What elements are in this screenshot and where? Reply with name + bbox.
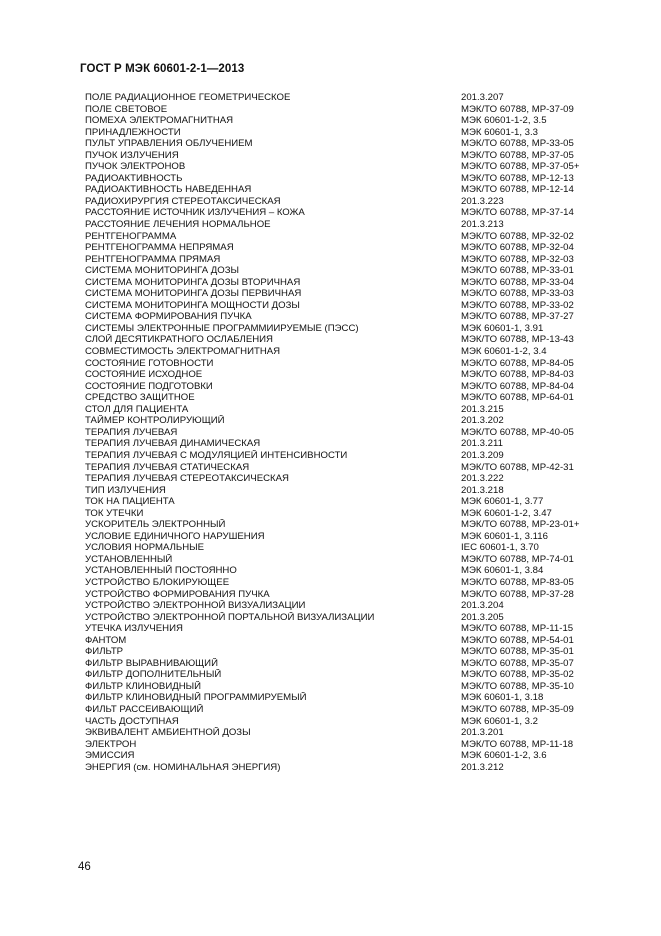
- entry-term: ПОЛЕ РАДИАЦИОННОЕ ГЕОМЕТРИЧЕСКОЕ: [85, 92, 291, 103]
- entry-term: СОСТОЯНИЕ ПОДГОТОВКИ: [85, 380, 213, 392]
- entry-reference: 201.3.207: [461, 92, 504, 103]
- entry-reference: МЭК/ТО 60788, МР-42-31: [461, 461, 574, 473]
- index-entry: [85, 127, 605, 139]
- index-entry: [85, 750, 605, 762]
- document-title: ГОСТ Р МЭК 60601-2-1—2013: [80, 63, 245, 75]
- entry-reference: МЭК/ТО 60788, МР-32-03: [461, 253, 574, 265]
- index-entry: [85, 462, 605, 474]
- entry-reference: МЭК/ТО 60788, МР-37-05+: [461, 161, 580, 173]
- entry-reference: МЭК/ТО 60788, МР-37-05: [461, 149, 574, 161]
- index-entry: [85, 173, 605, 185]
- entry-term: СРЕДСТВО ЗАЩИТНОЕ: [85, 392, 195, 404]
- entry-reference: МЭК/ТО 60788, МР-35-07: [461, 657, 574, 669]
- entry-term: УСТРОЙСТВО ЭЛЕКТРОННОЙ ВИЗУАЛИЗАЦИИ: [85, 600, 306, 612]
- entry-reference: МЭК 60601-1, 3.2: [461, 715, 539, 727]
- entry-reference: 201.3.205: [461, 611, 504, 623]
- index-entry: [85, 658, 605, 670]
- index-entry: [85, 323, 605, 335]
- index-entry: [85, 577, 605, 589]
- entry-term: ТОК УТЕЧКИ: [85, 507, 144, 519]
- index-entry: [85, 496, 605, 508]
- index-entry: [85, 623, 605, 635]
- entry-term: ФИЛЬТР КЛИНОВИДНЫЙ: [85, 680, 202, 692]
- entry-term: ЭЛЕКТРОН: [85, 738, 137, 750]
- index-entry: [85, 311, 605, 323]
- entry-term: РЕНТГЕНОГРАММА НЕПРЯМАЯ: [85, 242, 234, 254]
- entry-term: УСТРОЙСТВО ЭЛЕКТРОННОЙ ПОРТАЛЬНОЙ ВИЗУАЛИЗАЦИИ: [85, 611, 375, 623]
- index-entry: [85, 646, 605, 658]
- index-entry: [85, 519, 605, 531]
- index-entry: [85, 415, 605, 427]
- entry-term: ЭКВИВАЛЕНТ АМБИЕНТНОЙ ДОЗЫ: [85, 727, 251, 739]
- entry-term: СОСТОЯНИЕ ГОТОВНОСТИ: [85, 357, 214, 369]
- index-entry: [85, 161, 605, 173]
- index-entry: [85, 104, 605, 116]
- index-entry: [85, 254, 605, 266]
- entry-term: ПОМЕХА ЭЛЕКТРОМАГНИТНАЯ: [85, 115, 234, 127]
- entry-reference: МЭК/ТО 60788, МР-35-10: [461, 680, 574, 692]
- entry-term: РАССТОЯНИЕ ЛЕЧЕНИЯ НОРМАЛЬНОЕ: [85, 219, 271, 231]
- entry-term: ПОЛЕ СВЕТОВОЕ: [85, 103, 168, 115]
- entry-reference: 201.3.211: [461, 438, 503, 450]
- entry-reference: МЭК/ТО 60788, МР-35-09: [461, 703, 574, 715]
- entry-reference: МЭК/ТО 60788, МР-23-01+: [461, 519, 580, 531]
- entry-reference: МЭК/ТО 60788, МР-32-04: [461, 242, 574, 254]
- index-entry: [85, 600, 605, 612]
- entry-term: СОСТОЯНИЕ ИСХОДНОЕ: [85, 369, 203, 381]
- index-entry: [85, 727, 605, 739]
- entry-reference: IEC 60601-1, 3.70: [461, 542, 539, 554]
- entry-term: ЧАСТЬ ДОСТУПНАЯ: [85, 715, 179, 727]
- entry-term: УСЛОВИЯ НОРМАЛЬНЫЕ: [85, 542, 205, 554]
- index-entry: [85, 669, 605, 681]
- index-entry: [85, 288, 605, 300]
- entry-reference: МЭК 60601-1, 3.18: [461, 692, 544, 704]
- entry-reference: МЭК/ТО 60788, МР-84-03: [461, 369, 574, 381]
- entry-reference: МЭК/ТО 60788, МР-13-43: [461, 334, 574, 346]
- entry-term: РЕНТГЕНОГРАММА ПРЯМАЯ: [85, 253, 221, 265]
- index-entry: [85, 635, 605, 647]
- index-entry: [85, 184, 605, 196]
- entry-term: ПРИНАДЛЕЖНОСТИ: [85, 126, 181, 138]
- entry-term: УСТРОЙСТВО БЛОКИРУЮЩЕЕ: [85, 576, 230, 588]
- index-entry: [85, 231, 605, 243]
- entry-term: РАДИОХИРУРГИЯ СТЕРЕОТАКСИЧЕСКАЯ: [85, 195, 281, 207]
- entry-reference: МЭК/ТО 60788, МР-35-02: [461, 669, 574, 681]
- entry-reference: МЭК/ТО 60788, МР-12-13: [461, 172, 574, 184]
- index-entry: [85, 681, 605, 693]
- index-entry: [85, 300, 605, 312]
- index-entry: [85, 473, 605, 485]
- index-entry: [85, 450, 605, 462]
- entry-term: СИСТЕМА МОНИТОРИНГА ДОЗЫ ВТОРИЧНАЯ: [85, 276, 301, 288]
- index-entry: [85, 242, 605, 254]
- entry-term: ТАЙМЕР КОНТРОЛИРУЮЩИЙ: [85, 415, 225, 427]
- index-entry: [85, 589, 605, 601]
- index-entry: [85, 219, 605, 231]
- index-entry: [85, 115, 605, 127]
- entry-term: УТЕЧКА ИЗЛУЧЕНИЯ: [85, 623, 183, 635]
- entry-reference: 201.3.202: [461, 415, 504, 427]
- index-entry: [85, 427, 605, 439]
- entry-reference: МЭК 60601-1-2, 3.5: [461, 115, 547, 127]
- entry-reference: МЭК/ТО 60788, МР-32-02: [461, 230, 574, 242]
- entry-term: ТЕРАПИЯ ЛУЧЕВАЯ: [85, 426, 178, 438]
- index-entry: [85, 358, 605, 370]
- index-entry: [85, 612, 605, 624]
- entry-term: РАДИОАКТИВНОСТЬ НАВЕДЕННАЯ: [85, 184, 252, 196]
- index-entry: [85, 381, 605, 393]
- entry-reference: МЭК/ТО 60788, МР-33-04: [461, 276, 574, 288]
- entry-term: СЛОЙ ДЕСЯТИКРАТНОГО ОСЛАБЛЕНИЯ: [85, 334, 273, 346]
- entry-term: УСТАНОВЛЕННЫЙ: [85, 553, 173, 565]
- entry-term: ПУЛЬТ УПРАВЛЕНИЯ ОБЛУЧЕНИЕМ: [85, 138, 253, 150]
- entry-reference: МЭК/ТО 60788, МР-84-05: [461, 357, 574, 369]
- entry-reference: 201.3.222: [461, 473, 504, 485]
- entry-term: ФАНТОМ: [85, 634, 127, 646]
- entry-reference: МЭК/ТО 60788, МР-84-04: [461, 380, 574, 392]
- entry-reference: 201.3.223: [461, 195, 504, 207]
- entry-reference: МЭК/ТО 60788, МР-54-01: [461, 634, 574, 646]
- entry-term: ТЕРАПИЯ ЛУЧЕВАЯ СТАТИЧЕСКАЯ: [85, 461, 250, 473]
- index-entry: [85, 485, 605, 497]
- entry-reference: МЭК 60601-1, 3.77: [461, 496, 544, 508]
- entry-term: РАДИОАКТИВНОСТЬ: [85, 172, 183, 184]
- entry-reference: МЭК/ТО 60788, МР-74-01: [461, 553, 574, 565]
- entry-reference: МЭК/ТО 60788, МР-33-01: [461, 265, 574, 277]
- index-entry: [85, 508, 605, 520]
- index-entry: [85, 207, 605, 219]
- entry-term: ТОК НА ПАЦИЕНТА: [85, 496, 175, 508]
- entry-term: РЕНТГЕНОГРАММА: [85, 230, 177, 242]
- index-entry: [85, 542, 605, 554]
- entry-reference: МЭК/ТО 60788, МР-83-05: [461, 576, 574, 588]
- index-entry: [85, 739, 605, 751]
- entry-term: РАССТОЯНИЕ ИСТОЧНИК ИЗЛУЧЕНИЯ – КОЖА: [85, 207, 305, 219]
- entry-term: УСТАНОВЛЕННЫЙ ПОСТОЯННО: [85, 565, 237, 577]
- index-entry: [85, 404, 605, 416]
- entry-reference: МЭК 60601-1, 3.3: [461, 126, 539, 138]
- entry-reference: МЭК/ТО 60788, МР-35-01: [461, 646, 574, 658]
- entry-reference: МЭК/ТО 60788, МР-37-09: [461, 103, 574, 115]
- entry-term: ФИЛЬТ РАССЕИВАЮЩИЙ: [85, 703, 204, 715]
- entry-reference: МЭК 60601-1, 3.91: [461, 322, 544, 334]
- entry-reference: МЭК/ТО 60788, МР-11-18: [461, 738, 574, 750]
- entry-reference: 201.3.212: [461, 761, 504, 773]
- entry-reference: 201.3.204: [461, 600, 504, 612]
- entry-reference: МЭК 60601-1-2, 3.47: [461, 507, 552, 519]
- entry-reference: МЭК 60601-1-2, 3.4: [461, 346, 547, 358]
- index-entry: [85, 150, 605, 162]
- entry-reference: 201.3.201: [461, 727, 504, 739]
- entry-term: ФИЛЬТР ВЫРАВНИВАЮЩИЙ: [85, 657, 218, 669]
- entry-term: УСТРОЙСТВО ФОРМИРОВАНИЯ ПУЧКА: [85, 588, 270, 600]
- entry-reference: МЭК/ТО 60788, МР-40-05: [461, 426, 574, 438]
- index-entry: [85, 716, 605, 728]
- entry-reference: МЭК/ТО 60788, МР-37-28: [461, 588, 574, 600]
- entry-term: СИСТЕМЫ ЭЛЕКТРОННЫЕ ПРОГРАММИИРУЕМЫЕ (ПЭСС): [85, 322, 359, 334]
- entry-term: УСКОРИТЕЛЬ ЭЛЕКТРОННЫЙ: [85, 519, 226, 531]
- entry-term: ТЕРАПИЯ ЛУЧЕВАЯ С МОДУЛЯЦИЕЙ ИНТЕНСИВНОСТИ: [85, 449, 348, 461]
- entry-term: СИСТЕМА ФОРМИРОВАНИЯ ПУЧКА: [85, 311, 252, 323]
- index-entry: [85, 392, 605, 404]
- entry-reference: МЭК/ТО 60788, МР-37-27: [461, 311, 574, 323]
- entry-term: СИСТЕМА МОНИТОРИНГА ДОЗЫ: [85, 265, 240, 277]
- entry-term: СИСТЕМА МОНИТОРИНГА МОЩНОСТИ ДОЗЫ: [85, 299, 300, 311]
- index-entry: [85, 334, 605, 346]
- entry-reference: МЭК/ТО 60788, МР-33-02: [461, 299, 574, 311]
- index-entry: [85, 138, 605, 150]
- entry-reference: МЭК/ТО 60788, МР-33-03: [461, 288, 574, 300]
- entry-term: ТИП ИЗЛУЧЕНИЯ: [85, 484, 166, 496]
- entry-term: ЭМИССИЯ: [85, 750, 135, 762]
- index-entry: [85, 369, 605, 381]
- index-entry: [85, 531, 605, 543]
- entry-reference: МЭК 60601-1-2, 3.6: [461, 750, 547, 762]
- entry-term: ТЕРАПИЯ ЛУЧЕВАЯ ДИНАМИЧЕСКАЯ: [85, 438, 261, 450]
- entry-reference: МЭК/ТО 60788, МР-12-14: [461, 184, 574, 196]
- index-entry: [85, 277, 605, 289]
- index-entry: [85, 762, 605, 774]
- index-entry: [85, 565, 605, 577]
- index-entry: [85, 265, 605, 277]
- entry-term: ФИЛЬТР КЛИНОВИДНЫЙ ПРОГРАММИРУЕМЫЙ: [85, 692, 307, 704]
- entry-term: СОВМЕСТИМОСТЬ ЭЛЕКТРОМАГНИТНАЯ: [85, 346, 281, 358]
- entry-term: СИСТЕМА МОНИТОРИНГА ДОЗЫ ПЕРВИЧНАЯ: [85, 288, 302, 300]
- entry-reference: 201.3.218: [461, 484, 504, 496]
- entry-reference: МЭК/ТО 60788, МР-33-05: [461, 138, 574, 150]
- index-entry: [85, 554, 605, 566]
- index-entry: [85, 92, 605, 104]
- entry-term: ЭНЕРГИЯ (см. НОМИНАЛЬНАЯ ЭНЕРГИЯ): [85, 761, 281, 773]
- index-entry: [85, 438, 605, 450]
- entry-reference: МЭК 60601-1, 3.116: [461, 530, 548, 542]
- entry-reference: 201.3.215: [461, 403, 504, 415]
- index-entry: [85, 196, 605, 208]
- entry-reference: 201.3.209: [461, 449, 504, 461]
- entry-term: ПУЧОК ЭЛЕКТРОНОВ: [85, 161, 186, 173]
- entry-reference: МЭК 60601-1, 3.84: [461, 565, 544, 577]
- entry-term: ФИЛЬТР ДОПОЛНИТЕЛЬНЫЙ: [85, 669, 222, 681]
- entry-reference: 201.3.213: [461, 219, 504, 231]
- entry-reference: МЭК/ТО 60788, МР-64-01: [461, 392, 574, 404]
- entry-term: СТОЛ ДЛЯ ПАЦИЕНТА: [85, 403, 189, 415]
- index-entry: [85, 704, 605, 716]
- entry-term: УСЛОВИЕ ЕДИНИЧНОГО НАРУШЕНИЯ: [85, 530, 265, 542]
- term-index-list: [85, 92, 605, 773]
- entry-term: ТЕРАПИЯ ЛУЧЕВАЯ СТЕРЕОТАКСИЧЕСКАЯ: [85, 473, 289, 485]
- page-number: 46: [78, 861, 91, 873]
- entry-reference: МЭК/ТО 60788, МР-37-14: [461, 207, 574, 219]
- index-entry: [85, 692, 605, 704]
- entry-term: ПУЧОК ИЗЛУЧЕНИЯ: [85, 149, 179, 161]
- index-entry: [85, 346, 605, 358]
- entry-reference: МЭК/ТО 60788, МР-11-15: [461, 623, 574, 635]
- entry-term: ФИЛЬТР: [85, 646, 124, 658]
